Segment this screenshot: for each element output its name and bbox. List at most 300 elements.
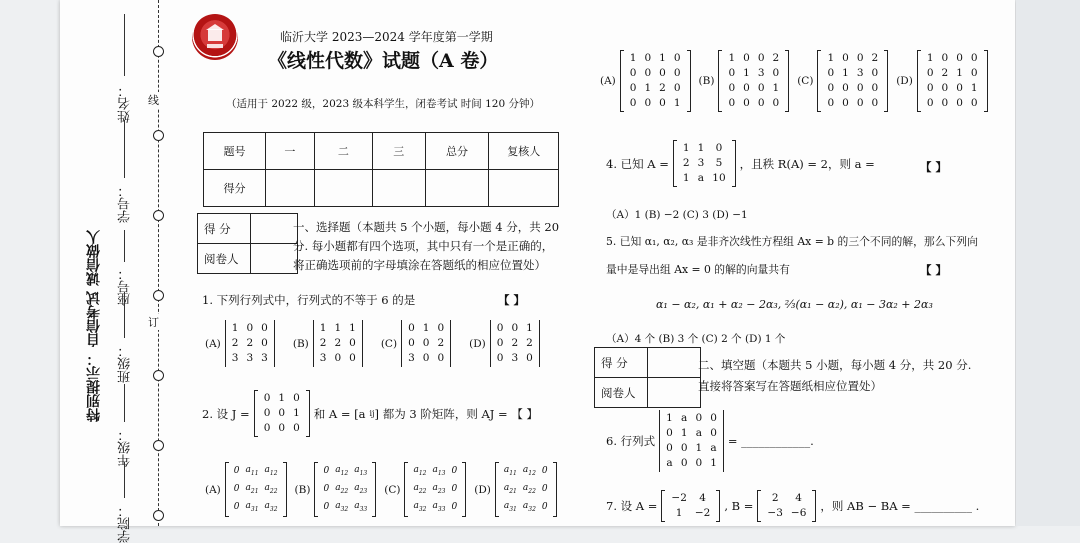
- matrix-entry: 0: [956, 82, 963, 94]
- matrix-entry: 1: [334, 322, 342, 334]
- bracket-right: [785, 50, 789, 112]
- matrix-entry: 0: [422, 337, 430, 349]
- section1-grader-box: [197, 213, 298, 274]
- matrix-entry: 3: [511, 352, 519, 364]
- bracket-left: [254, 390, 258, 437]
- matrix-entry: 0: [541, 484, 548, 495]
- matrix-entry: 2: [772, 52, 780, 64]
- matrix-a: [673, 140, 736, 187]
- matrix-entry: 0: [293, 392, 300, 404]
- grader-score-cell: [648, 348, 701, 378]
- matrix-entry: 0: [970, 67, 978, 79]
- entry-subscript: 21: [250, 487, 259, 495]
- matrix-entry: 1: [666, 412, 673, 424]
- matrix-entry: 0: [261, 337, 268, 349]
- matrix-entry: 1: [682, 172, 690, 184]
- matrix-entry: $a_{31}$: [245, 500, 259, 513]
- matrix-entry: 0: [743, 82, 750, 94]
- entry-subscript: 12: [418, 469, 427, 477]
- matrix-entry: 0: [926, 67, 934, 79]
- option-label: (D): [896, 75, 913, 87]
- det-bar-left: [401, 320, 402, 367]
- matrix-entry: 0: [757, 82, 765, 94]
- option-a: [600, 50, 691, 112]
- matrix-entry: a: [681, 412, 688, 424]
- matrix-entry: 0: [772, 67, 780, 79]
- matrix-entry: 2: [437, 337, 445, 349]
- entry-subscript: 21: [509, 487, 517, 495]
- entry-subscript: 33: [437, 505, 446, 513]
- option-label: (A): [205, 483, 221, 496]
- matrix-entry: 1: [695, 442, 703, 454]
- matrix-entry: 0: [926, 97, 934, 109]
- binding-hole: [153, 510, 164, 521]
- bracket-left: [718, 50, 722, 112]
- matrix-entry: $a_{33}$: [432, 500, 446, 513]
- det-bar-left: [313, 320, 314, 367]
- bracket-left: [661, 490, 665, 522]
- matrix-entry: 0: [323, 501, 330, 512]
- matrix-entry: 0: [278, 407, 286, 419]
- grader-score-cell: [251, 214, 298, 244]
- matrix-entry: $a_{22}$: [335, 482, 349, 495]
- matrix-entry: 3: [231, 352, 239, 364]
- matrix-entry: −3: [767, 507, 783, 519]
- matrix-entry: 0: [827, 97, 835, 109]
- q6-suffix: = ____________.: [727, 434, 814, 448]
- matrix-entry: 0: [956, 52, 963, 64]
- matrix-entry: 0: [673, 52, 681, 64]
- matrix-entry: 0: [941, 52, 949, 64]
- matrix-entry: 0: [261, 322, 268, 334]
- matrix-entry: 1: [349, 322, 356, 334]
- bracket-left: [314, 462, 318, 517]
- matrix-entry: 2: [682, 157, 690, 169]
- matrix-entry: 0: [715, 142, 723, 154]
- matrix-entry: 1: [710, 457, 717, 469]
- option-b: [293, 320, 363, 367]
- matrix-entry: 0: [856, 52, 864, 64]
- q5-answer-bracket: 【 】: [920, 263, 948, 277]
- option-matrix: [313, 320, 363, 367]
- option-matrix: [225, 320, 275, 367]
- determinant-body: [659, 410, 724, 472]
- binding-hole: [153, 290, 164, 301]
- matrix-entry: $a_{22}$: [264, 482, 278, 495]
- matrix-entry: a: [697, 172, 705, 184]
- matrix-entry: 0: [349, 352, 356, 364]
- score-cell: [489, 170, 559, 207]
- matrix-entry: 3: [246, 352, 254, 364]
- matrix-entry: 0: [451, 484, 458, 495]
- matrix-entry: 0: [233, 466, 240, 477]
- matrix-entry: $a_{23}$: [354, 482, 368, 495]
- matrix-entry: 0: [263, 392, 271, 404]
- entry-subscript: 12: [269, 469, 278, 477]
- option-matrix: [620, 50, 691, 112]
- q3-options: [600, 50, 988, 112]
- bracket-left: [404, 462, 408, 517]
- q2-subscript: ij: [369, 409, 375, 418]
- grader-person-cell: [648, 378, 701, 408]
- score-cell: [425, 170, 489, 207]
- matrix-entry: 3: [319, 352, 327, 364]
- matrix-entry: 2: [941, 67, 949, 79]
- college-line: [124, 462, 125, 498]
- matrix-entry: 2: [871, 52, 879, 64]
- matrix-entry: 0: [827, 67, 835, 79]
- grader-person-cell: [251, 244, 298, 274]
- matrix-entry: 1: [659, 52, 666, 64]
- matrix-entry: −6: [790, 507, 807, 519]
- matrix-entry: 0: [673, 82, 681, 94]
- matrix-entry: 1: [697, 142, 705, 154]
- matrix-entry: a: [666, 457, 673, 469]
- option-a: [205, 462, 287, 517]
- matrix-entry: 0: [659, 97, 666, 109]
- det-bar-right: [450, 320, 451, 367]
- matrix-entry: 0: [511, 322, 519, 334]
- matrix-entry: $a_{12}$: [264, 465, 278, 477]
- matrix-entry: 1: [926, 52, 934, 64]
- section2-instructions-line2: 直接将答案写在答题纸相应位置处）: [698, 379, 882, 393]
- matrix-entry: $a_{32}$: [264, 500, 278, 513]
- matrix-entry: 0: [644, 97, 652, 109]
- matrix-entry: $a_{32}$: [335, 500, 349, 513]
- score-cell: [314, 170, 372, 207]
- matrix-entry: 0: [496, 322, 504, 334]
- matrix-entry: 2: [659, 82, 666, 94]
- bracket-right: [687, 50, 691, 112]
- det-bar-right: [539, 320, 540, 367]
- matrix-entry: $a_{23}$: [432, 482, 446, 495]
- option-matrix: [490, 320, 540, 367]
- matrix-entry: 1: [278, 392, 286, 404]
- university-seal-logo: [192, 14, 238, 60]
- bracket-right: [984, 50, 988, 112]
- matrix-entry: $a_{11}$: [245, 465, 259, 477]
- q2-stem: [202, 390, 538, 437]
- matrix-entry: 4: [795, 492, 802, 504]
- matrix-entry: 0: [680, 442, 688, 454]
- matrix-j: [254, 390, 310, 437]
- matrix-entry: 0: [926, 82, 934, 94]
- option-label: (B): [292, 337, 309, 350]
- matrix-entry: 3: [408, 352, 415, 364]
- matrix-entry: 0: [710, 427, 717, 439]
- option-matrix: [495, 462, 557, 517]
- matrix-entry: 0: [695, 457, 703, 469]
- matrix-entry: 0: [659, 67, 666, 79]
- matrix-entry: −2: [671, 492, 687, 504]
- bracket-left: [225, 462, 229, 517]
- option-label: (B): [294, 483, 311, 496]
- matrix-entry: 3: [757, 67, 765, 79]
- class-line: [124, 292, 125, 338]
- grader-score-label: 得 分: [595, 348, 648, 378]
- bracket-left: [620, 50, 624, 112]
- right-margin-strip: [1016, 0, 1080, 526]
- matrix-entry: a: [695, 427, 702, 439]
- q5-line2: 量中是导出组 Ax = 0 的解的向量共有: [606, 263, 790, 276]
- score-header-cell: 二: [314, 133, 372, 170]
- matrix-entry: 1: [526, 322, 533, 334]
- matrix-entry: 0: [970, 52, 978, 64]
- det-bar-left: [659, 410, 660, 472]
- matrix-entry: 0: [772, 97, 780, 109]
- matrix-entry: 1: [827, 52, 835, 64]
- entry-subscript: 32: [269, 505, 278, 513]
- matrix-entry: 2: [771, 492, 779, 504]
- option-d: [474, 462, 556, 517]
- entry-subscript: 32: [418, 505, 427, 513]
- matrix-entry: $a_{33}$: [354, 500, 368, 513]
- bracket-left: [495, 462, 499, 517]
- q4-stem: [606, 140, 875, 187]
- matrix-entry: 3: [261, 352, 268, 364]
- matrix-entry: 0: [541, 466, 548, 477]
- matrix-entry: 1: [842, 67, 849, 79]
- q4-answer-bracket: 【 】: [920, 160, 948, 174]
- name-line: [124, 14, 125, 76]
- entry-subscript: 22: [528, 487, 536, 495]
- section2-instructions-line1: 二、填空题（本题共 5 小题，每小题 4 分，共 20 分.: [698, 358, 972, 372]
- option-label: (A): [600, 75, 616, 87]
- bracket-right: [812, 490, 816, 522]
- matrix-entry: 1: [680, 427, 688, 439]
- matrix-entry: 1: [956, 67, 963, 79]
- option-label: (B): [698, 75, 715, 87]
- matrix-entry: 0: [743, 52, 750, 64]
- bracket-right: [372, 462, 376, 517]
- section1-instructions-line2: 分. 每小题都有四个选项，其中只有一个是正确的，: [293, 239, 554, 253]
- q5-vectors: α₁ − α₂, α₁ + α₂ − 2α₃, ²⁄₃(α₁ − α₂), α₁ − 3α₂ + 2α₃: [656, 298, 933, 311]
- score-cell: [373, 170, 426, 207]
- entry-subscript: 11: [250, 469, 259, 477]
- matrix-entry: −2: [694, 507, 711, 519]
- option-matrix: [401, 320, 451, 367]
- q6-stem: [606, 410, 814, 472]
- entry-subscript: 31: [250, 505, 259, 513]
- q1-answer-bracket: 【 】: [498, 293, 526, 307]
- score-table: [203, 132, 559, 207]
- matrix-entry: 2: [231, 337, 239, 349]
- option-c: [797, 50, 888, 112]
- matrix-entry: 0: [842, 52, 849, 64]
- matrix-entry: 2: [246, 337, 254, 349]
- entry-subscript: 23: [359, 487, 368, 495]
- matrix-entry: 0: [666, 427, 673, 439]
- grader-score-label: 得 分: [198, 214, 251, 244]
- entry-subscript: 23: [437, 487, 446, 495]
- q1-text: 1. 下列行列式中，行列式的不等于 6 的是: [202, 293, 416, 307]
- matrix-entry: 0: [827, 82, 835, 94]
- class-label: 班级：: [118, 344, 133, 383]
- matrix-entry: 0: [644, 52, 652, 64]
- matrix-entry: 1: [629, 52, 637, 64]
- bracket-right: [462, 462, 466, 517]
- matrix-entry: 0: [496, 337, 504, 349]
- matrix-entry: 1: [743, 67, 750, 79]
- matrix-entry: $a_{11}$: [503, 465, 517, 477]
- entry-subscript: 32: [528, 505, 536, 513]
- binding-hole: [153, 210, 164, 221]
- entry-subscript: 13: [359, 469, 368, 477]
- matrix-entry: $a_{32}$: [522, 500, 536, 513]
- grader-person-label: 阅卷人: [595, 378, 648, 408]
- matrix-entry: 0: [644, 67, 652, 79]
- matrix-entry: 0: [728, 82, 736, 94]
- section1-instructions-line3: 将正确选项前的字母填涂在答题纸的相应位置处）: [293, 258, 546, 272]
- option-b: [699, 50, 790, 112]
- matrix-entry: 0: [334, 352, 342, 364]
- bracket-left: [757, 490, 761, 522]
- bracket-left: [917, 50, 921, 112]
- bracket-right: [884, 50, 888, 112]
- option-d: [469, 320, 540, 367]
- exam-term-header: 临沂大学 2023—2024 学年度第一学期: [280, 30, 493, 44]
- id-line: [124, 120, 125, 178]
- matrix-entry: 0: [541, 501, 548, 512]
- grade-line: [124, 384, 125, 422]
- exam-title: 《线性代数》试题（A 卷）: [268, 50, 499, 72]
- score-cell: [265, 170, 314, 207]
- matrix-entry: $a_{22}$: [413, 482, 427, 495]
- score-header-cell: 题号: [204, 133, 266, 170]
- option-matrix: [225, 462, 287, 517]
- entry-subscript: 22: [418, 487, 427, 495]
- bracket-left: [673, 140, 677, 187]
- bracket-left: [817, 50, 821, 112]
- grader-person-label: 阅卷人: [198, 244, 251, 274]
- q2-suffix: ] 都为 3 阶矩阵，则 AJ = 【 】: [374, 406, 538, 421]
- matrix-entry: 0: [408, 337, 415, 349]
- matrix-entry: 0: [437, 322, 445, 334]
- score-header-cell: 一: [265, 133, 314, 170]
- option-c: [384, 462, 466, 517]
- option-label: (C): [380, 337, 398, 350]
- matrix-entry: 0: [856, 97, 864, 109]
- matrix-entry: 1: [682, 142, 690, 154]
- matrix-entry: 0: [323, 466, 330, 477]
- matrix-entry: 0: [871, 97, 879, 109]
- q7-prefix: 7. 设 A =: [606, 499, 658, 513]
- score-header-cell: 总分: [425, 133, 489, 170]
- name-label: 姓名：: [118, 84, 133, 123]
- binding-mark-line: 线: [148, 94, 159, 107]
- entry-subscript: 33: [359, 505, 368, 513]
- matrix-entry: 0: [233, 501, 240, 512]
- matrix-entry: 0: [710, 412, 717, 424]
- matrix-entry: 2: [526, 337, 533, 349]
- bracket-right: [732, 140, 736, 187]
- q5-choices: （A）4 个 (B) 3 个 (C) 2 个 (D) 1 个: [606, 333, 786, 345]
- entry-subscript: 13: [437, 469, 446, 477]
- matrix-entry: 1: [293, 407, 300, 419]
- q4-suffix: ，且秩 R(A) = 2，则 a =: [739, 156, 875, 171]
- entry-subscript: 12: [528, 469, 536, 477]
- det-bar-right: [274, 320, 275, 367]
- option-c: [381, 320, 451, 367]
- det-bar-right: [362, 320, 363, 367]
- matrix-entry: 2: [511, 337, 519, 349]
- q1-options: [205, 320, 540, 367]
- matrix-entry: 0: [526, 352, 533, 364]
- matrix-entry: 0: [278, 422, 286, 434]
- q7-suffix: ，则 AB − BA = __________ .: [820, 499, 980, 513]
- matrix-entry: 0: [451, 501, 458, 512]
- option-label: (D): [469, 337, 486, 350]
- bracket-right: [553, 462, 557, 517]
- matrix-entry: 0: [349, 337, 356, 349]
- matrix-entry: 1: [673, 97, 681, 109]
- entry-subscript: 32: [340, 505, 349, 513]
- option-label: (C): [797, 75, 814, 87]
- matrix-entry: $a_{12}$: [522, 465, 536, 477]
- matrix-a-q7: [661, 490, 720, 522]
- q4-choices: （A）1 (B) −2 (C) 3 (D) −1: [606, 209, 748, 221]
- q4-prefix: 4. 已知 A =: [606, 156, 669, 171]
- entry-subscript: 22: [340, 487, 349, 495]
- option-matrix: [314, 462, 376, 517]
- matrix-entry: 1: [772, 82, 780, 94]
- matrix-entry: a: [710, 442, 717, 454]
- matrix-entry: 0: [629, 97, 637, 109]
- matrix-entry: 0: [941, 97, 949, 109]
- option-matrix: [817, 50, 888, 112]
- q2-middle: 和 A = [a: [313, 406, 366, 421]
- q7-mid: , B =: [724, 499, 754, 513]
- matrix-b-body: [757, 490, 816, 522]
- matrix-entry: 3: [697, 157, 705, 169]
- option-label: (A): [205, 337, 221, 350]
- college-label: 学院：: [118, 504, 133, 543]
- matrix-entry: 0: [323, 484, 330, 495]
- q5-line1: 5. 已知 α₁, α₂, α₃ 是非齐次线性方程组 Ax = b 的三个不同的解，那么下列向: [606, 235, 978, 248]
- matrix-entry: 0: [842, 82, 849, 94]
- matrix-entry: 0: [666, 442, 673, 454]
- q2-options: [205, 462, 557, 517]
- seat-line: [124, 230, 125, 262]
- matrix-entry: 1: [231, 322, 239, 334]
- matrix-entry: 3: [856, 67, 864, 79]
- matrix-entry: 0: [680, 457, 688, 469]
- matrix-entry: 0: [941, 82, 949, 94]
- matrix-entry: 0: [871, 82, 879, 94]
- matrix-entry: 2: [319, 337, 327, 349]
- option-matrix: [404, 462, 466, 517]
- matrix-b-q7: [757, 490, 816, 522]
- q7-stem: [606, 490, 979, 522]
- matrix-entry: 0: [422, 352, 430, 364]
- matrix-entry: 0: [728, 97, 736, 109]
- q6-prefix: 6. 行列式: [606, 434, 656, 448]
- binding-hole: [153, 440, 164, 451]
- matrix-entry: 0: [451, 466, 458, 477]
- matrix-entry: $a_{21}$: [245, 482, 259, 495]
- option-b: [295, 462, 377, 517]
- matrix-entry: 0: [246, 322, 254, 334]
- det-bar-left: [490, 320, 491, 367]
- option-matrix: [917, 50, 988, 112]
- matrix-entry: 0: [293, 422, 300, 434]
- matrix-entry: 0: [970, 97, 978, 109]
- det-bar-left: [225, 320, 226, 367]
- matrix-entry: $a_{31}$: [503, 500, 517, 513]
- matrix-j-body: [254, 390, 310, 437]
- matrix-entry: 0: [673, 67, 681, 79]
- option-a: [205, 320, 275, 367]
